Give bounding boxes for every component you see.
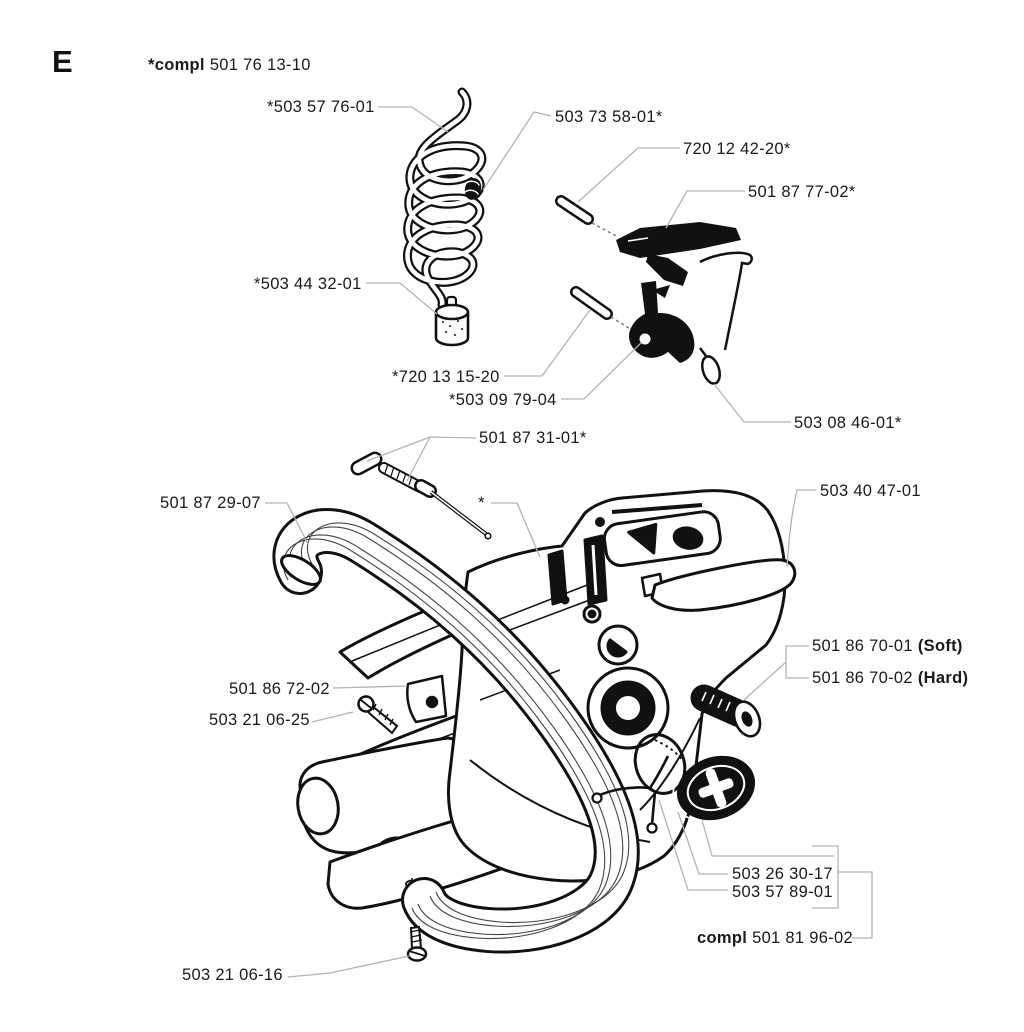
fuel-hose-spring-drawing <box>407 92 483 305</box>
part-label-asterisk: * <box>478 493 485 512</box>
part-label-503-57-89-01: 503 57 89-01 <box>732 883 833 901</box>
part-label-compl-501-81-96-02: compl 501 81 96-02 <box>697 929 853 947</box>
part-label-720-12-42-20: 720 12 42-20* <box>683 140 791 158</box>
throttle-wire-drawing <box>700 253 752 350</box>
part-label-503-73-58-01: 503 73 58-01* <box>555 108 663 126</box>
part-label-compl-501-76-13-10: *compl 501 76 13-10 <box>148 56 311 74</box>
screw-upper-drawing <box>359 697 398 734</box>
part-label-503-21-06-25: 503 21 06-25 <box>209 711 310 729</box>
part-label-503-26-30-17: 503 26 30-17 <box>732 865 833 883</box>
bushing-drawing <box>702 692 765 740</box>
part-label-501-87-31-01: 501 87 31-01* <box>479 429 587 447</box>
part-label-501-86-70-02-hard: 501 86 70-02 (Hard) <box>812 669 969 687</box>
clip-drawing <box>699 348 723 386</box>
part-label-720-13-15-20: *720 13 15-20 <box>392 368 500 386</box>
part-label-501-86-70-01-soft: 501 86 70-01 (Soft) <box>812 637 963 655</box>
part-label-503-21-06-16: 503 21 06-16 <box>182 966 283 984</box>
part-label-503-44-32-01: *503 44 32-01 <box>254 275 362 293</box>
part-label-501-87-29-07: 501 87 29-07 <box>160 494 261 512</box>
part-label-503-40-47-01: 503 40 47-01 <box>820 482 921 500</box>
throttle-lockout-drawing <box>616 222 741 298</box>
section-letter: E <box>52 44 73 79</box>
part-label-503-57-76-01: *503 57 76-01 <box>267 98 375 116</box>
part-label-503-09-79-04: *503 09 79-04 <box>449 391 557 409</box>
pin-lower-drawing <box>576 292 637 333</box>
part-label-503-08-46-01: 503 08 46-01* <box>794 414 902 432</box>
part-label-501-86-72-02: 501 86 72-02 <box>229 680 330 698</box>
pin-upper-drawing <box>561 201 618 237</box>
handle-bracket-drawing <box>407 676 446 722</box>
part-label-501-87-77-02: 501 87 77-02* <box>748 183 856 201</box>
